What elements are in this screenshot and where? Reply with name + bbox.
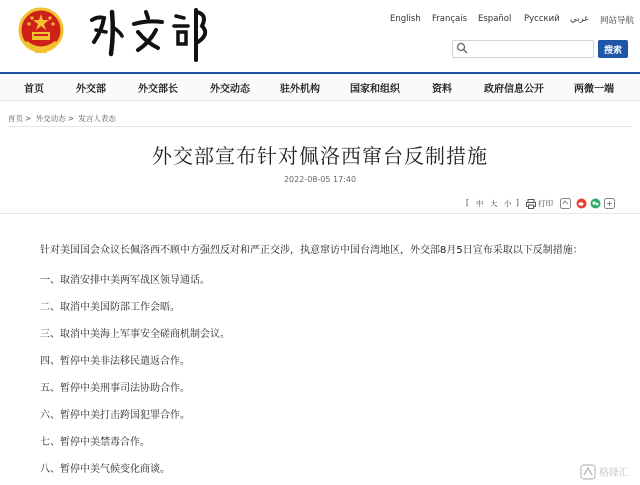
breadcrumb-separator: > (67, 114, 74, 123)
weibo-share-icon[interactable] (576, 198, 587, 209)
measure-item: 三、取消中美海上军事安全磋商机制会议。 (40, 329, 230, 340)
measure-item: 四、暂停中美非法移民遣返合作。 (40, 356, 190, 367)
font-size-small-button[interactable]: 小 (504, 199, 512, 208)
breadcrumb-news[interactable]: 外交动态 (35, 114, 66, 123)
search-input[interactable] (472, 41, 590, 55)
lang-arabic-link[interactable]: عربي (570, 14, 590, 24)
publish-date: 2022-08-05 17:40 (283, 175, 357, 184)
lang-russian-link[interactable]: Русский (524, 14, 560, 24)
bracket-right: ] (516, 198, 519, 207)
nav-item-gov-info[interactable]: 政府信息公开 (484, 84, 544, 95)
measure-item: 八、暂停中美气候变化商谈。 (40, 464, 170, 475)
measure-item: 一、取消安排中美两军战区领导通话。 (40, 275, 210, 286)
nav-item-resources[interactable]: 资料 (432, 84, 452, 95)
nav-item-countries[interactable]: 国家和组织 (350, 84, 400, 95)
page-title: 外交部宣布针对佩洛西窜台反制措施 (152, 144, 488, 168)
site-logo-calligraphy[interactable] (84, 2, 214, 64)
breadcrumb (8, 113, 118, 124)
measure-item: 七、暂停中美禁毒合作。 (40, 437, 150, 448)
breadcrumb-divider (8, 126, 632, 127)
search-button[interactable]: 搜索 (598, 40, 628, 58)
measure-item: 六、暂停中美打击跨国犯罪合作。 (40, 410, 190, 421)
nav-item-social[interactable]: 两微一端 (574, 84, 614, 95)
nav-item-minister[interactable]: 外交部长 (138, 84, 178, 95)
nav-item-news[interactable]: 外交动态 (210, 84, 250, 95)
font-size-medium-button[interactable]: 中 (476, 199, 484, 208)
article-intro: 针对美国国会众议长佩洛西不顾中方强烈反对和严正交涉，执意窜访中国台湾地区，外交部8月5日宣布采取以下反制措施： (40, 245, 583, 256)
wechat-share-icon[interactable] (590, 198, 601, 209)
lang-spanish-link[interactable]: Español (478, 14, 512, 24)
lang-english-link[interactable]: English (390, 14, 421, 24)
site-navigation-link[interactable]: 网站导航 (600, 16, 635, 26)
breadcrumb-spokesperson[interactable]: 发言人表态 (78, 114, 116, 123)
measure-item: 五、暂停中美刑事司法协助合作。 (40, 383, 190, 394)
watermark-logo (580, 463, 636, 481)
nav-item-ministry[interactable]: 外交部 (76, 84, 106, 95)
lang-french-link[interactable]: Français (432, 14, 468, 24)
font-size-large-button[interactable]: 大 (490, 199, 498, 208)
nav-item-missions[interactable]: 驻外机构 (280, 84, 320, 95)
national-emblem-icon[interactable] (18, 6, 64, 56)
toolbar-divider (0, 213, 640, 214)
more-share-icon[interactable] (604, 198, 615, 209)
breadcrumb-home[interactable]: 首页 (8, 114, 23, 123)
watermark-text: 格隆汇 (599, 468, 629, 479)
nav-item-home[interactable]: 首页 (24, 84, 44, 95)
share-icon[interactable] (560, 198, 571, 209)
search-icon (456, 42, 468, 54)
measure-item: 二、取消中美国防部工作会晤。 (40, 302, 180, 313)
print-icon[interactable] (526, 199, 536, 209)
print-button[interactable]: 打印 (538, 199, 553, 208)
breadcrumb-separator: > (25, 114, 32, 123)
bracket-left: [ (466, 198, 469, 207)
